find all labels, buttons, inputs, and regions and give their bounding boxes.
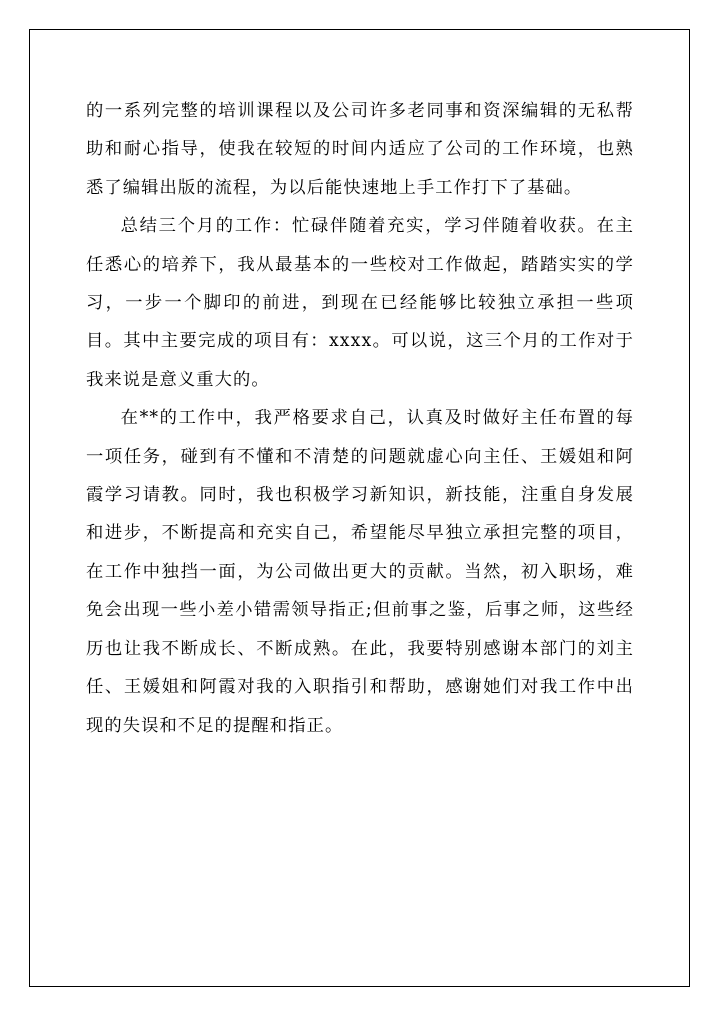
paragraph-3: 在**的工作中，我严格要求自己，认真及时做好主任布置的每一项任务，碰到有不懂和不清楚的问题就虚心向主任、王媛姐和阿霞学习请教。同时，我也积极学习新知识，新技能，注重自身发展和进步，不断提高和充实自己，希望能尽早独立承担完整的项目，在工作中独挡一面，为公司做出更大的贡献。当然，初入职场，难免会出现一些小差小错需领导指正;但前事之鉴，后事之师，这些经历也让我不断成长、不断成熟。在此，我要特别感谢本部门的刘主任、王媛姐和阿霞对我的入职指引和帮助，感谢她们对我工作中出现的失误和不足的提醒和指正。 — [86, 408, 634, 736]
paragraph-1: 的一系列完整的培训课程以及公司许多老同事和资深编辑的无私帮助和耐心指导，使我在较短的时间内适应了公司的工作环境，也熟悉了编辑出版的流程，为以后能快速地上手工作打下了基础。 — [86, 101, 634, 198]
paragraph-2: 总结三个月的工作：忙碌伴随着充实，学习伴随着收获。在主任悉心的培养下，我从最基本的一些校对工作做起，踏踏实实的学习，一步一个脚印的前进，到现在已经能够比较独立承担一些项目。其中主要完成的项目有：xxxx。可以说，这三个月的工作对于我来说是意义重大的。 — [86, 216, 634, 390]
document-body — [86, 92, 634, 745]
